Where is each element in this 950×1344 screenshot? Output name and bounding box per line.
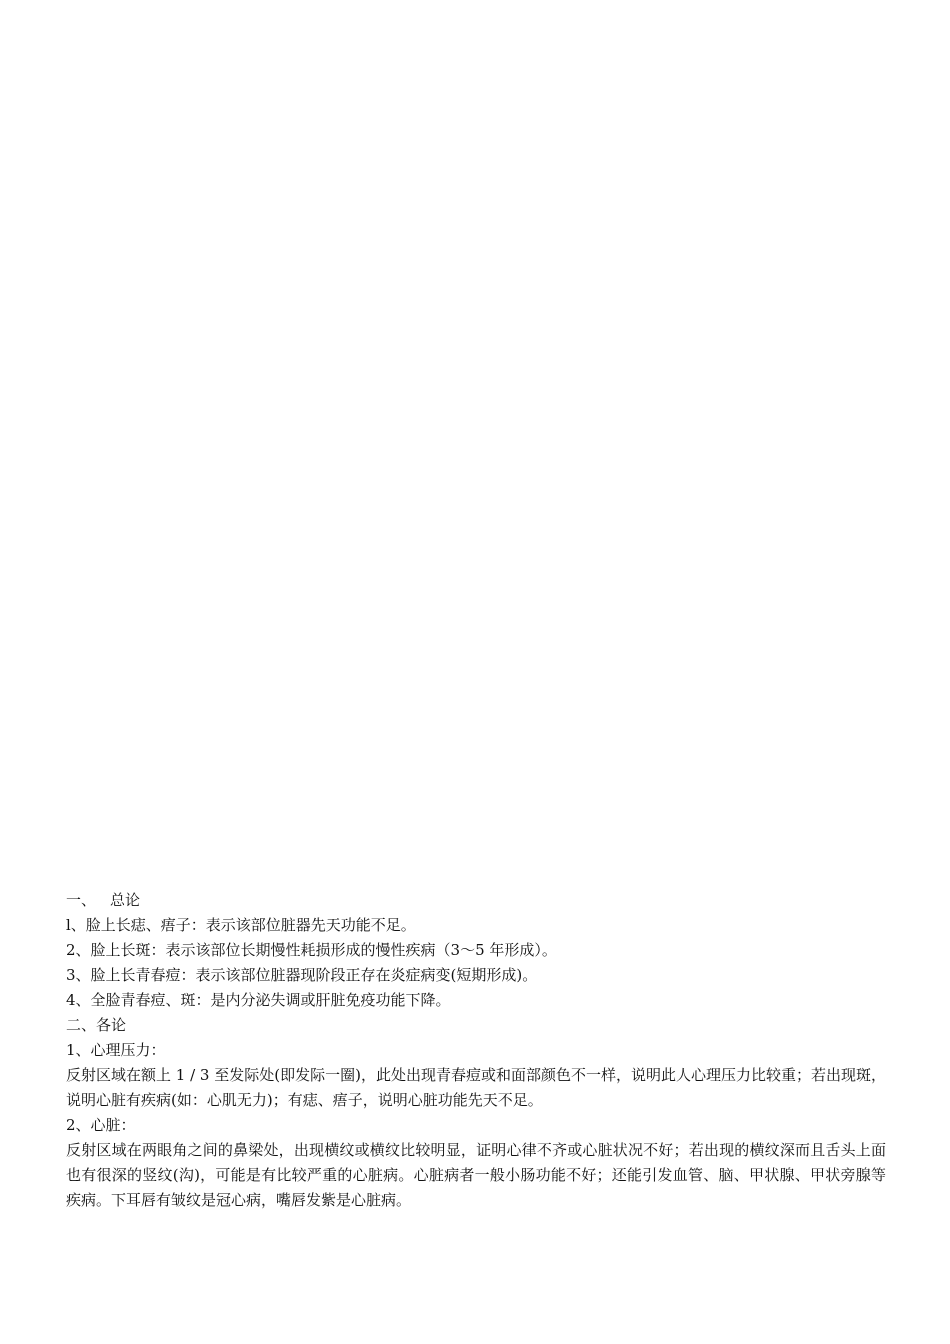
subsection-2-body: 反射区域在两眼角之间的鼻梁处，出现横纹或横纹比较明显，证明心律不齐或心脏状况不好；若出现的横纹深而且舌头上面也有很深的竖纹(沟)，可能是有比较严重的心脏病。心脏病者一般小肠功能不好；还能引发血管、脑、甲状腺、甲状旁腺等疾病。下耳唇有皱纹是冠心病，嘴唇发紫是心脏病。: [66, 1141, 886, 1209]
section-1-heading: [66, 888, 886, 913]
subsection-1-heading: 1、心理压力：: [66, 1041, 166, 1059]
section-1-item-1: l、脸上长痣、痦子：表示该部位脏器先天功能不足。: [66, 916, 416, 934]
section-1-item-3: 3、脸上长青春痘：表示该部位脏器现阶段正存在炎症病变(短期形成)。: [66, 966, 538, 984]
section-1-number: 一、: [66, 891, 97, 909]
section-1-item-4: 4、全脸青春痘、斑：是内分泌失调或肝脏免疫功能下降。: [66, 991, 451, 1009]
document-body: [66, 888, 886, 1213]
subsection-2-heading: 2、心脏：: [66, 1116, 136, 1134]
section-1-item-2: 2、脸上长斑：表示该部位长期慢性耗损形成的慢性疾病（3～5 年形成）。: [66, 941, 557, 959]
section-2-heading: 二、各论: [66, 1016, 127, 1034]
subsection-1-body: 反射区域在额上 1 / 3 至发际处(即发际一圈)，此处出现青春痘或和面部颜色不一样，说明此人心理压力比较重；若出现斑，说明心脏有疾病(如：心肌无力)；有痣、痦子，说明心脏功能先天不足。: [66, 1066, 886, 1109]
section-1-title: 总论: [110, 891, 141, 909]
